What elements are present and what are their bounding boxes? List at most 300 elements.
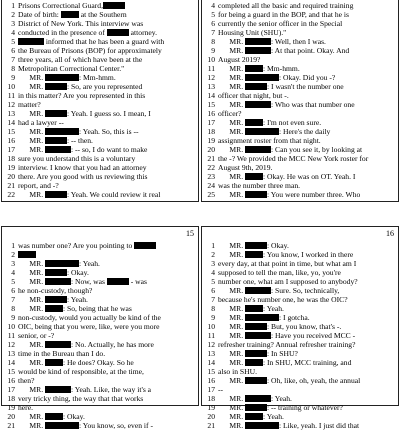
line-number: 23 xyxy=(207,172,215,181)
transcript-line xyxy=(204,349,396,358)
redaction-bar xyxy=(61,11,79,18)
line-text: MR. xyxy=(218,64,246,73)
line-text: OIC, being that you were, like, were you more xyxy=(18,322,160,331)
redaction-bar xyxy=(103,2,125,9)
transcript-line xyxy=(204,82,396,91)
transcript-line xyxy=(204,91,396,100)
line-number: 3 xyxy=(11,19,15,28)
line-text: officer that night, but -. xyxy=(218,91,289,100)
redaction-bar xyxy=(245,173,263,180)
line-number: 16 xyxy=(7,376,15,385)
line-number: 20 xyxy=(207,412,215,421)
transcript-line xyxy=(4,376,196,385)
transcript-line xyxy=(204,331,396,340)
line-text: had a lawyer -- xyxy=(18,118,64,127)
transcript-line xyxy=(4,295,196,304)
transcript-line xyxy=(204,154,396,163)
line-text: : Who was that number one xyxy=(271,100,355,109)
transcript-line xyxy=(204,268,396,277)
line-number: 14 xyxy=(7,118,15,127)
line-number: 20 xyxy=(207,145,215,154)
line-text: -- xyxy=(218,385,224,394)
redaction-bar xyxy=(45,422,79,429)
transcript-line xyxy=(204,28,396,37)
line-text: : You know, I worked in there xyxy=(263,250,354,259)
page-number: 15 xyxy=(186,229,194,238)
transcript-line xyxy=(204,127,396,136)
line-number: 6 xyxy=(211,19,215,28)
transcript-line xyxy=(204,64,396,73)
transcript-line xyxy=(4,394,196,403)
transcript-lines xyxy=(4,241,196,430)
transcript-line xyxy=(4,313,196,322)
line-text: attorney. xyxy=(128,28,157,37)
line-text: : Okay. xyxy=(67,268,89,277)
line-text: Housing Unit (SHU)." xyxy=(218,28,287,37)
line-text: : Oh, like, oh, yeah, the annual xyxy=(267,376,361,385)
line-number: 9 xyxy=(211,313,215,322)
line-number: 13 xyxy=(207,82,215,91)
line-text: MR. xyxy=(218,358,246,367)
line-text: MR. xyxy=(218,118,246,127)
line-text: MR. xyxy=(218,412,246,421)
line-text: : Yeah. xyxy=(79,259,100,268)
line-number: 22 xyxy=(7,190,15,199)
line-number: 17 xyxy=(207,118,215,127)
line-text: : At that point. Okay. And xyxy=(271,46,350,55)
redaction-bar xyxy=(245,359,263,366)
line-text: informed that he has been a guard with xyxy=(44,37,165,46)
line-text: MR. xyxy=(218,37,246,46)
transcript-line xyxy=(4,268,196,277)
transcript-line xyxy=(204,421,396,430)
line-text: MR. xyxy=(218,322,246,331)
transcript-line xyxy=(204,163,396,172)
line-number: 2 xyxy=(211,250,215,259)
line-text: : Okay. Did you -? xyxy=(279,73,336,82)
line-number: 4 xyxy=(211,268,215,277)
line-number: 19 xyxy=(7,163,15,172)
line-text: MR. xyxy=(218,127,246,136)
line-number: 6 xyxy=(11,286,15,295)
transcript-line xyxy=(4,28,196,37)
line-text: sure you understand this is a voluntary xyxy=(18,154,136,163)
line-text: MR. xyxy=(18,145,46,154)
transcript-page-16 xyxy=(201,226,399,430)
transcript-lines xyxy=(4,1,196,199)
line-text: every day, at that point in time, but what am I xyxy=(218,259,357,268)
line-text: then? xyxy=(18,376,35,385)
redaction-bar xyxy=(245,74,279,81)
transcript-line xyxy=(204,295,396,304)
redaction-bar xyxy=(45,386,71,393)
line-number: 22 xyxy=(207,163,215,172)
line-number: 18 xyxy=(207,127,215,136)
transcript-line xyxy=(4,331,196,340)
transcript-line xyxy=(204,118,396,127)
transcript-line xyxy=(4,46,196,55)
line-text: : Yeah. xyxy=(263,412,284,421)
redaction-bar xyxy=(45,191,67,198)
transcript-line xyxy=(204,37,396,46)
line-text: MR. xyxy=(218,349,246,358)
redaction-bar xyxy=(18,251,36,258)
line-text: : -- then. xyxy=(67,136,93,145)
transcript-line xyxy=(204,181,396,190)
line-number: 3 xyxy=(211,259,215,268)
line-number: 10 xyxy=(207,322,215,331)
redaction-bar xyxy=(245,251,263,258)
redaction-bar xyxy=(245,404,267,411)
line-number: 8 xyxy=(211,304,215,313)
redaction-bar xyxy=(245,305,263,312)
line-number: 24 xyxy=(207,181,215,190)
transcript-line xyxy=(204,259,396,268)
line-text: : Yeah. xyxy=(263,304,284,313)
line-number: 15 xyxy=(207,100,215,109)
line-text: : I'm not even sure. xyxy=(263,118,322,127)
line-text: MR. xyxy=(218,313,246,322)
line-text: currently the senior officer in the Special xyxy=(218,19,343,28)
transcript-line xyxy=(4,367,196,376)
line-number: 12 xyxy=(207,73,215,82)
line-text: : But, you know, that's -. xyxy=(267,322,342,331)
line-text: supposed to tell the man, like, yo, you're xyxy=(218,268,341,277)
line-number: 7 xyxy=(11,295,15,304)
redaction-bar xyxy=(245,38,271,45)
transcript-line xyxy=(4,190,196,199)
transcript-line xyxy=(204,394,396,403)
line-text: : Yeah. We could review it real xyxy=(67,190,161,199)
transcript-line xyxy=(204,10,396,19)
line-number: 18 xyxy=(207,394,215,403)
transcript-line xyxy=(4,82,196,91)
line-number: 17 xyxy=(7,145,15,154)
redaction-bar xyxy=(45,269,67,276)
redaction-bar xyxy=(45,137,67,144)
redaction-bar xyxy=(245,377,267,384)
line-text: : Okay. He was on OT. Yeah. I xyxy=(263,172,356,181)
transcript-line xyxy=(204,277,396,286)
line-text: MR. xyxy=(218,394,246,403)
line-text: : No. Actually, he has more xyxy=(71,340,154,349)
line-text: the Bureau of Prisons (BOP) for approximately xyxy=(18,46,162,55)
line-text: MR. xyxy=(18,127,46,136)
transcript-line xyxy=(4,286,196,295)
transcript-line xyxy=(204,172,396,181)
line-text: : You were number three. Who xyxy=(267,190,361,199)
line-number: 7 xyxy=(211,28,215,37)
line-text: MR. xyxy=(218,172,246,181)
line-text: MR. xyxy=(218,331,246,340)
line-text: MR. xyxy=(18,259,46,268)
line-number: 17 xyxy=(207,385,215,394)
transcript-line xyxy=(4,322,196,331)
transcript-line xyxy=(4,259,196,268)
line-number: 8 xyxy=(11,64,15,73)
line-number: 3 xyxy=(11,259,15,268)
line-text: : In SHU? xyxy=(267,349,298,358)
line-text: MR. xyxy=(18,421,46,430)
line-number: 9 xyxy=(11,73,15,82)
line-number: 5 xyxy=(211,277,215,286)
line-text: officer? xyxy=(218,109,242,118)
redaction-bar xyxy=(45,74,79,81)
redaction-bar xyxy=(18,38,44,45)
redaction-bar xyxy=(245,350,267,357)
line-number: 18 xyxy=(7,154,15,163)
line-text: MR. xyxy=(18,304,46,313)
transcript-line xyxy=(204,73,396,82)
redaction-bar xyxy=(45,110,67,117)
redaction-bar xyxy=(245,323,267,330)
line-number: 11 xyxy=(7,331,15,340)
transcript-line xyxy=(204,385,396,394)
line-text: August 2019? xyxy=(218,55,261,64)
line-text: MR. xyxy=(18,412,46,421)
transcript-line xyxy=(4,421,196,430)
line-number: 20 xyxy=(7,412,15,421)
line-text: : Now, was xyxy=(71,277,107,286)
redaction-bar xyxy=(107,29,129,36)
line-number: 4 xyxy=(11,268,15,277)
line-text: Date of birth: xyxy=(18,10,61,19)
line-text: - was xyxy=(128,277,147,286)
line-number: 1 xyxy=(11,241,15,250)
transcript-line xyxy=(204,340,396,349)
line-text: matter? xyxy=(18,100,41,109)
transcript-line xyxy=(4,91,196,100)
line-number: 4 xyxy=(211,1,215,10)
redaction-bar xyxy=(45,359,63,366)
transcript-line xyxy=(204,190,396,199)
line-number: 11 xyxy=(7,91,15,100)
line-text: time in the Bureau than I do. xyxy=(18,349,106,358)
line-number: 12 xyxy=(207,340,215,349)
line-text: MR. xyxy=(18,385,46,394)
transcript-line xyxy=(4,136,196,145)
line-text: : Okay. xyxy=(63,412,85,421)
transcript-page-top-right xyxy=(201,0,399,202)
transcript-line xyxy=(4,154,196,163)
line-text: : Sure. So, technically, xyxy=(271,286,340,295)
line-text: MR. xyxy=(18,136,46,145)
transcript-line xyxy=(204,358,396,367)
transcript-line xyxy=(4,277,196,286)
redaction-bar xyxy=(245,65,263,72)
redaction-bar xyxy=(245,332,271,339)
transcript-line xyxy=(204,286,396,295)
line-text: MR. xyxy=(218,421,246,430)
redaction-bar xyxy=(45,341,71,348)
line-text: MR. xyxy=(18,295,46,304)
line-text: District of New York. This interview was xyxy=(18,19,144,28)
line-text: senior, or -? xyxy=(18,331,55,340)
line-number: 21 xyxy=(7,181,15,190)
line-number: 7 xyxy=(211,295,215,304)
line-number: 21 xyxy=(207,154,215,163)
line-text: MR. xyxy=(18,340,46,349)
redaction-bar xyxy=(245,119,263,126)
line-text: the -? We provided the MCC New York roster for xyxy=(218,154,369,163)
line-number: 5 xyxy=(11,277,15,286)
line-number: 10 xyxy=(7,82,15,91)
line-number: 6 xyxy=(11,46,15,55)
line-text: : Like, yeah. I just did that xyxy=(279,421,360,430)
line-number: 7 xyxy=(11,55,15,64)
transcript-line xyxy=(4,358,196,367)
line-number: 9 xyxy=(11,313,15,322)
transcript-line xyxy=(4,118,196,127)
line-text: : So, are you represented xyxy=(67,82,143,91)
transcript-line xyxy=(204,403,396,412)
line-text: MR. xyxy=(218,304,246,313)
line-text: Metropolitan Correctional Center." xyxy=(18,64,125,73)
redaction-bar xyxy=(245,83,267,90)
line-text: : -- training or whatever? xyxy=(267,403,343,412)
line-text: MR. xyxy=(18,73,46,82)
line-number: 1 xyxy=(11,1,15,10)
line-number: 12 xyxy=(7,340,15,349)
redaction-bar xyxy=(245,314,279,321)
line-text: MR. xyxy=(18,109,46,118)
line-number: 9 xyxy=(211,46,215,55)
redaction-bar xyxy=(45,413,63,420)
transcript-line xyxy=(204,1,396,10)
line-text: MR. xyxy=(18,268,46,277)
transcript-line xyxy=(4,1,196,10)
redaction-bar xyxy=(134,242,156,249)
transcript-line xyxy=(204,145,396,154)
transcript-line xyxy=(4,385,196,394)
line-text: non-custody, would you actually be kind of the xyxy=(18,313,161,322)
transcript-line xyxy=(4,241,196,250)
line-text: MR. xyxy=(18,277,46,286)
line-number: 2 xyxy=(11,10,15,19)
redaction-bar xyxy=(45,146,71,153)
transcript-line xyxy=(4,145,196,154)
line-text: conducted in the presence of xyxy=(18,28,107,37)
transcript-line xyxy=(204,46,396,55)
line-text: assignment roster from that night. xyxy=(218,136,321,145)
line-text: : Yeah. I guess so. I mean, I xyxy=(67,109,151,118)
line-text: because he's number one, he was the OIC? xyxy=(218,295,348,304)
transcript-line xyxy=(4,163,196,172)
line-number: 16 xyxy=(207,376,215,385)
line-text: : Can you see it, by looking at xyxy=(271,145,363,154)
line-text: very tricky thing, the way that that works xyxy=(18,394,144,403)
transcript-lines xyxy=(204,241,396,430)
line-text: MR. xyxy=(218,82,246,91)
line-number: 15 xyxy=(7,127,15,136)
line-number: 15 xyxy=(7,367,15,376)
line-text: August 9th, 2019. xyxy=(218,163,273,172)
line-number: 19 xyxy=(7,403,15,412)
line-number: 4 xyxy=(11,28,15,37)
transcript-line xyxy=(204,322,396,331)
line-text: : Mm-hmm. xyxy=(263,64,300,73)
line-number: 1 xyxy=(211,241,215,250)
line-text: he non-custody, though? xyxy=(18,286,93,295)
transcript-line xyxy=(204,304,396,313)
transcript-line xyxy=(4,340,196,349)
transcript-line xyxy=(204,109,396,118)
redaction-bar xyxy=(245,422,279,429)
line-number: 14 xyxy=(7,358,15,367)
line-text: MR. xyxy=(18,358,46,367)
redaction-bar xyxy=(45,83,67,90)
line-text: MR. xyxy=(218,241,246,250)
redaction-bar xyxy=(245,287,271,294)
line-text: MR. xyxy=(218,286,246,295)
transcript-line xyxy=(4,304,196,313)
line-number: 8 xyxy=(211,37,215,46)
line-number: 21 xyxy=(207,421,215,430)
line-text: Prisons Correctional Guard, xyxy=(18,1,103,10)
line-number: 10 xyxy=(207,55,215,64)
line-text: interview. I know that you had an attorney xyxy=(18,163,147,172)
redaction-bar xyxy=(245,128,279,135)
line-text: was the number three man. xyxy=(218,181,301,190)
line-text: : Yeah. So, this is -- xyxy=(79,127,139,136)
line-number: 16 xyxy=(7,136,15,145)
transcript-line xyxy=(204,250,396,259)
transcript-lines xyxy=(204,1,396,199)
line-number: 13 xyxy=(7,349,15,358)
transcript-page-top-left xyxy=(1,0,199,202)
line-text: : Okay. xyxy=(267,241,289,250)
transcript-line xyxy=(204,367,396,376)
line-text: MR. xyxy=(218,403,246,412)
line-number: 6 xyxy=(211,286,215,295)
redaction-bar xyxy=(245,242,267,249)
transcript-line xyxy=(4,412,196,421)
line-number: 18 xyxy=(7,394,15,403)
line-text: : -- so, I do want to make xyxy=(71,145,148,154)
line-text: : I gotcha. xyxy=(279,313,310,322)
line-number: 13 xyxy=(7,109,15,118)
line-text: was number one? Are you pointing to xyxy=(18,241,135,250)
transcript-line xyxy=(4,250,196,259)
line-text: for being a guard in the BOP, and that he is xyxy=(218,10,349,19)
line-text: MR. xyxy=(18,82,46,91)
transcript-line xyxy=(4,181,196,190)
line-number: 16 xyxy=(207,109,215,118)
line-number: 17 xyxy=(7,385,15,394)
line-number: 20 xyxy=(7,172,15,181)
transcript-line xyxy=(4,19,196,28)
line-text: in this matter? Are you represented in this xyxy=(18,91,146,100)
line-number: 19 xyxy=(207,136,215,145)
redaction-bar xyxy=(245,413,263,420)
transcript-line xyxy=(4,64,196,73)
line-text: : You know, so, even if - xyxy=(79,421,153,430)
transcript-line xyxy=(4,100,196,109)
transcript-line xyxy=(204,241,396,250)
line-number: 11 xyxy=(207,64,215,73)
redaction-bar xyxy=(45,305,63,312)
line-number: 14 xyxy=(207,91,215,100)
redaction-bar xyxy=(245,191,267,198)
redaction-bar xyxy=(107,278,129,285)
line-text: MR. xyxy=(18,190,46,199)
redaction-bar xyxy=(245,101,271,108)
line-number: 13 xyxy=(207,349,215,358)
line-number: 21 xyxy=(7,421,15,430)
line-text: MR. xyxy=(218,73,246,82)
page-number: 16 xyxy=(386,229,394,238)
transcript-line xyxy=(204,19,396,28)
